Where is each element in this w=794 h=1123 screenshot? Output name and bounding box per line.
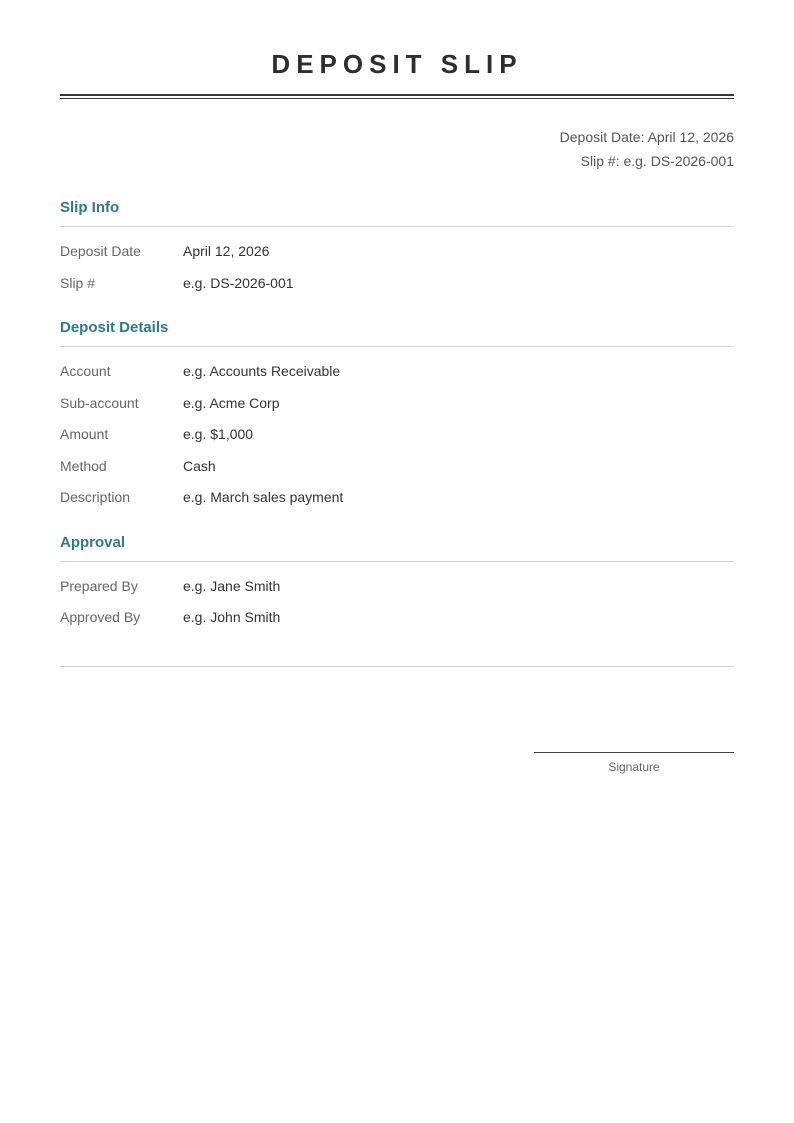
field-value-sub-account: e.g. Acme Corp — [183, 394, 280, 411]
footer-divider — [60, 666, 734, 667]
field-row-approved-by — [60, 602, 734, 634]
field-row-slip-number — [60, 268, 734, 300]
section-deposit-details — [60, 316, 734, 514]
field-label-method: Method — [60, 457, 107, 474]
field-label-approved-by: Approved By — [60, 609, 141, 625]
field-value-approved-by: e.g. John Smith — [183, 609, 281, 625]
header-deposit-date: Deposit Date: April 12, 2026 — [559, 129, 734, 145]
field-row-description — [60, 482, 734, 514]
signature-caption: Signature — [608, 760, 660, 774]
field-label-amount: Amount — [60, 426, 109, 442]
field-value-account: e.g. Accounts Receivable — [183, 363, 341, 379]
field-value-amount: e.g. $1,000 — [183, 426, 254, 442]
field-value-deposit-date: April 12, 2026 — [183, 243, 270, 259]
field-value-method: Cash — [183, 457, 216, 474]
field-row-sub-account — [60, 388, 734, 420]
document-title: DEPOSIT SLIP — [271, 49, 523, 79]
field-value-description: e.g. March sales payment — [183, 489, 344, 505]
section-title-slip-info: Slip Info — [60, 196, 734, 227]
field-label-sub-account: Sub-account — [60, 394, 139, 411]
field-value-prepared-by: e.g. Jane Smith — [183, 577, 281, 594]
signature-line — [534, 752, 734, 753]
section-title-approval: Approval — [60, 531, 734, 562]
section-slip-info — [60, 196, 734, 299]
deposit-slip-page — [60, 0, 734, 774]
field-label-description: Description — [60, 489, 131, 505]
title-divider — [60, 94, 734, 99]
field-row-prepared-by — [60, 571, 734, 603]
section-approval — [60, 531, 734, 634]
field-label-deposit-date: Deposit Date — [60, 243, 141, 259]
header-meta — [60, 125, 734, 173]
field-label-prepared-by: Prepared By — [60, 577, 138, 594]
field-label-slip-number: Slip # — [60, 274, 96, 291]
section-title-deposit-details: Deposit Details — [60, 316, 734, 347]
field-row-deposit-date — [60, 236, 734, 268]
field-row-method — [60, 451, 734, 483]
field-value-slip-number: e.g. DS-2026-001 — [183, 274, 294, 291]
field-row-amount — [60, 419, 734, 451]
signature-block — [534, 752, 734, 774]
field-label-account: Account — [60, 363, 111, 379]
field-row-account — [60, 356, 734, 388]
header-slip-number: Slip #: e.g. DS-2026-001 — [580, 153, 734, 169]
